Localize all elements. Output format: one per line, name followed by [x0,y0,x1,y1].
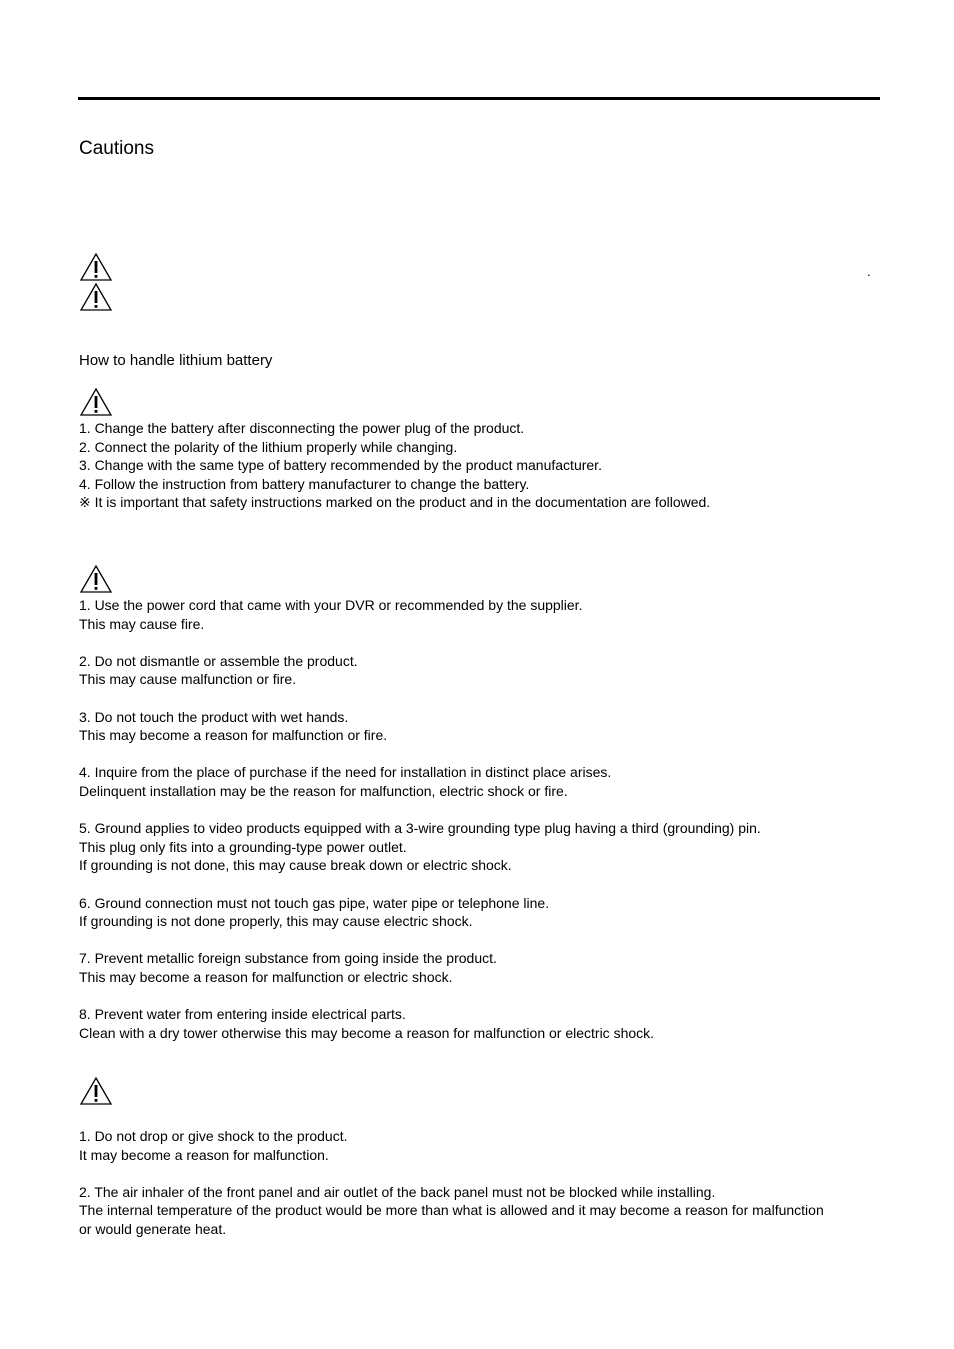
warning-instruction: 6. Ground connection must not touch gas pipe, water pipe or telephone line. [79,894,550,911]
caution-instruction: 1. Do not drop or give shock to the product. [79,1128,348,1144]
warning-consequence: This may become a reason for malfunction or fire. [79,727,388,744]
warning-consequence: This may become a reason for malfunction or electric shock. [79,968,453,985]
warning-instruction: 8. Prevent water from entering inside electrical parts. [79,1006,406,1023]
warning-consequence: If grounding is not done properly, this may cause electric shock. [79,913,473,930]
warning-instruction: 5. Ground applies to video products equipped with a 3-wire grounding type plug having a third (grounding) pin. [79,820,761,837]
warning-instruction: 7. Prevent metallic foreign substance from going inside the product. [79,950,497,967]
caution-consequence: or would generate heat. [79,1220,227,1237]
list-item: 3. Change with the same type of battery recommended by the product manufacturer. [79,457,602,474]
warning-triangle-icon [79,252,113,282]
safety-note: ※ It is important that safety instructions marked on the product and in the documentation are followed. [79,494,711,511]
warning-instruction: 4. Inquire from the place of purchase if the need for installation in distinct place arises. [79,764,612,781]
warning-triangle-icon [79,1076,113,1106]
page-title: Cautions [79,138,154,159]
list-item: 2. Connect the polarity of the lithium properly while changing. [79,438,458,455]
warning-consequence: This may cause malfunction or fire. [79,671,297,688]
warning-consequence: Delinquent installation may be the reason for malfunction, electric shock or fire. [79,782,568,799]
caution-consequence: It may become a reason for malfunction. [79,1146,329,1163]
stray-period: . [867,264,871,279]
warning-instruction: 2. Do not dismantle or assemble the product. [79,652,358,669]
list-item: 1. Change the battery after disconnecting the power plug of the product. [79,420,525,436]
warning-triangle-icon [79,282,113,312]
list-item: 4. Follow the instruction from battery manufacturer to change the battery. [79,475,530,492]
warning-triangle-icon [79,564,113,594]
warning-consequence: This may cause fire. [79,615,205,632]
caution-instruction: 2. The air inhaler of the front panel and air outlet of the back panel must not be blocked while installing. [79,1183,716,1200]
caution-consequence: The internal temperature of the product would be more than what is allowed and it may become a reason for malfunction [79,1202,824,1219]
warning-list [79,596,761,1042]
warning-consequence: Clean with a dry tower otherwise this may become a reason for malfunction or electric shock. [79,1024,655,1041]
warning-instruction: 1. Use the power cord that came with your DVR or recommended by the supplier. [79,597,583,613]
warning-instruction: 3. Do not touch the product with wet hands. [79,708,349,725]
warning-consequence: If grounding is not done, this may cause break down or electric shock. [79,857,512,874]
warning-consequence: This plug only fits into a grounding-type power outlet. [79,838,407,855]
battery-list [79,419,710,512]
header-rule [78,97,880,100]
warning-triangle-icon [79,387,113,417]
battery-heading: How to handle lithium battery [79,352,273,369]
caution-list [79,1127,824,1239]
